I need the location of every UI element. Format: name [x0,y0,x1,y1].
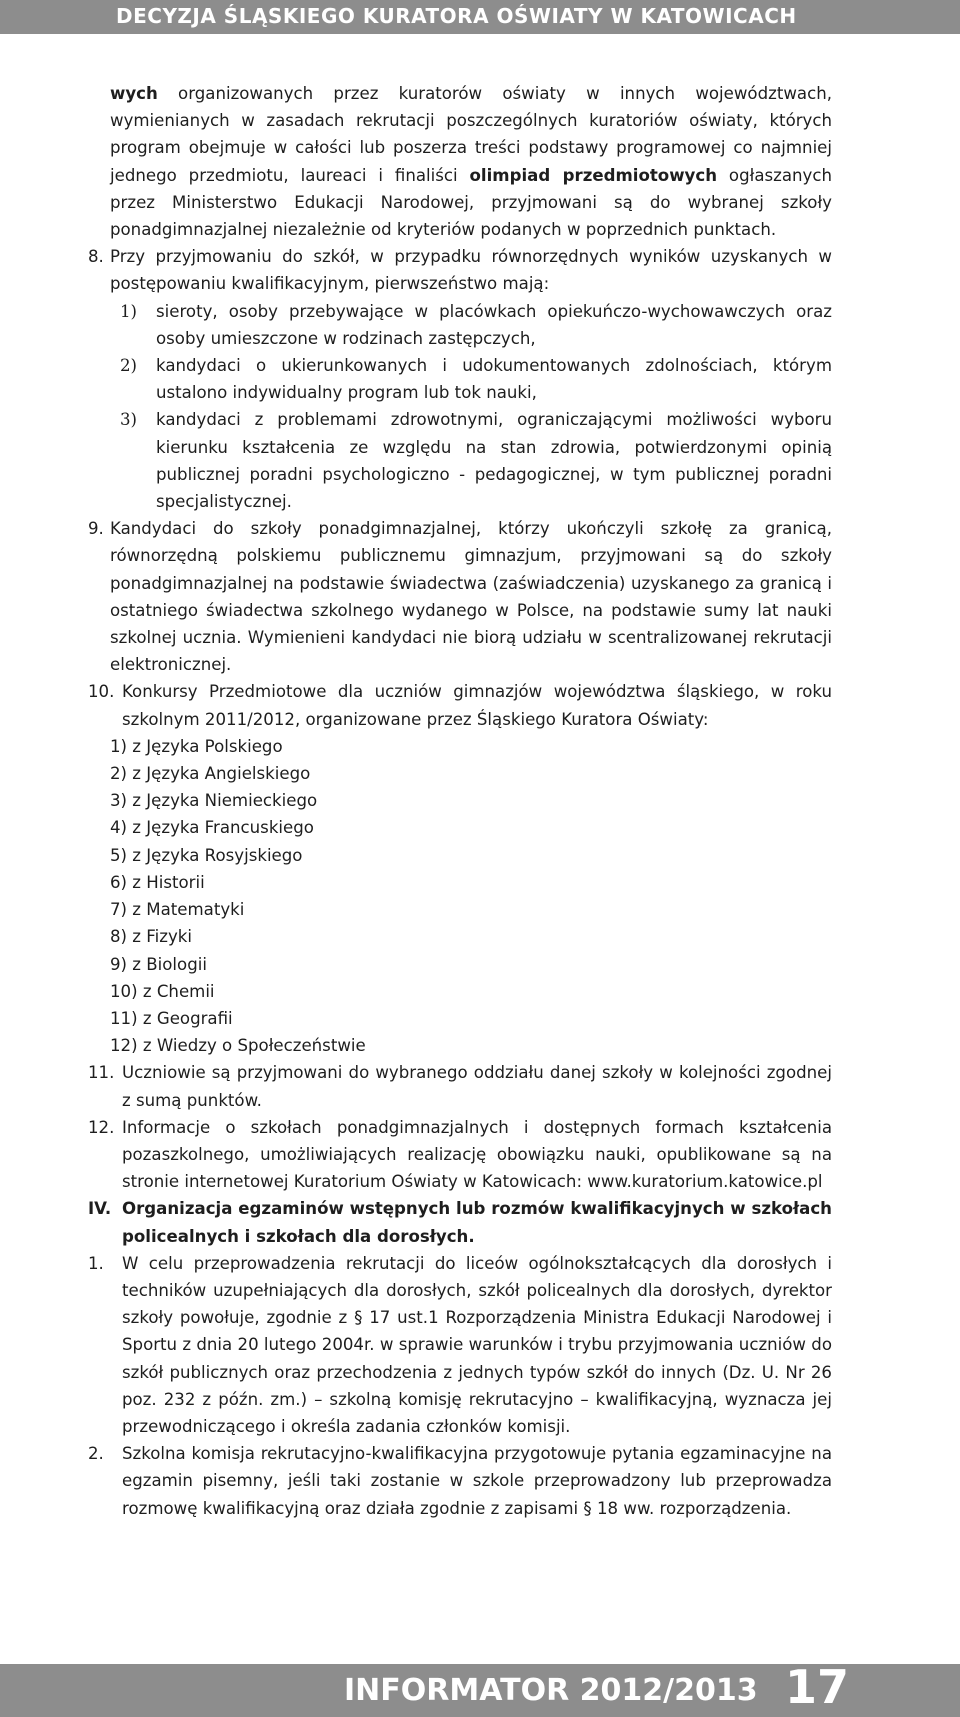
sub-item-1-number: 1) [120,301,138,321]
sub-item-3-number: 3) [120,410,138,430]
sub-item-1-text: sieroty, osoby przebywające w placówkach opiekuńczo-wychowawczych oraz osoby umieszczone w rodzinach zastępczych, [156,301,832,348]
continued-text-1: organizowanych przez kuratorów oświaty w innych województwach, wymienianych w zasadach rekrutacji poszczególnych kuratoriów oświaty, których program obejmuje w całości lub poszerza treści podstawy programowej co najmniej jednego przedmiotu, laureaci i finaliści [110,84,832,185]
list-item-9 [88,515,832,678]
item-12-text: Informacje o szkołach ponadgimnazjalnych i dostępnych formach kształcenia pozaszkolnego, umożliwiających realizację obowiązku nauki, opublikowane są na stronie internetowej Kuratorium Oświaty w Katowicach: www.kuratorium.katowice.pl [122,1117,832,1192]
section-iv-item-2 [88,1440,832,1522]
item-12-number: 12. [88,1117,115,1137]
header-band [0,0,960,34]
section-iv-item-1-number: 1. [88,1253,104,1273]
list-item-8 [88,243,832,515]
continued-bold-olimpiad: olimpiad przedmiotowych [469,165,718,185]
item-8-number: 8. [88,247,104,267]
list-item-10 [88,678,832,732]
footer-title: INFORMATOR 2012/2013 [344,1673,758,1708]
competition-item: 9) z Biologii [110,954,207,974]
section-iv-number: IV. [88,1199,112,1219]
item-9-number: 9. [88,519,104,539]
section-iv-item-2-text: Szkolna komisja rekrutacyjno-kwalifikacyjna przygotowuje pytania egzaminacyjne na egzamin pisemny, jeśli taki zostanie w szkole przeprowadzony lub przeprowadza rozmowę kwalifikacyjną oraz działa zgodnie z zapisami § 18 ww. rozporządzenia. [122,1444,832,1518]
sub-item-2-text: kandydaci o ukierunkowanych i udokumentowanych zdolnościach, którym ustalono indywidualny program lub tok nauki, [156,356,832,403]
document-body [88,80,832,1522]
competition-item: 3) z Języka Niemieckiego [110,791,318,811]
competition-item: 1) z Języka Polskiego [110,736,283,756]
competition-item: 4) z Języka Francuskiego [110,818,314,838]
item-11-number: 11. [88,1063,115,1083]
continued-text-2: ogłaszanych przez Ministerstwo Edukacji Narodowej, przyjmowani są do wybranej szkoły ponadgimnazjalnej niezależnie od kryteriów podanych w poprzednich punktach. [110,165,832,240]
competition-item: 7) z Matematyki [110,900,245,920]
competition-item: 8) z Fizyki [110,927,192,947]
section-iv-item-1 [88,1250,832,1440]
item-9-text: Kandydaci do szkoły ponadgimnazjalnej, którzy ukończyli szkołę za granicą, równorzędną polskiemu publicznemu gimnazjum, przyjmowani są do szkoły ponadgimnazjalnej na podstawie świadectwa (zaświadczenia) uzyskanego za granicą i ostatniego świadectwa szkolnego wydanego w Polsce, na podstawie sumy lat nauki szkolnej ucznia. Wymienieni kandydaci nie biorą udziału w scentralizowanej rekrutacji elektronicznej. [110,519,832,675]
item-8-text: Przy przyjmowaniu do szkół, w przypadku równorzędnych wyników uzyskanych w postępowaniu kwalifikacyjnym, pierwszeństwo mają: [110,247,832,294]
sub-item-3 [110,406,832,515]
sub-item-1 [110,298,832,352]
sub-item-2 [110,352,832,406]
list-item-12 [88,1114,832,1196]
competition-item: 12) z Wiedzy o Społeczeństwie [110,1036,366,1056]
competition-list [88,733,832,1059]
competition-item: 5) z Języka Rosyjskiego [110,845,303,865]
sub-item-2-number: 2) [120,356,138,376]
competition-item: 10) z Chemii [110,981,215,1001]
sub-item-3-text: kandydaci z problemami zdrowotnymi, ograniczającymi możliwości wyboru kierunku kształcenia ze względu na stan zdrowia, potwierdzonymi opinią publicznej poradni psychologiczno - pedagogicznej, w tym publicznej poradni specjalistycznej. [156,410,832,512]
section-iv-heading [88,1195,832,1249]
item-10-number: 10. [88,682,115,702]
competition-item: 11) z Geografii [110,1008,233,1028]
header-title: DECYZJA ŚLĄSKIEGO KURATORA OŚWIATY W KATOWICACH [116,4,797,28]
competition-item: 6) z Historii [110,872,205,892]
page-number: 17 [785,1660,850,1714]
item-10-text: Konkursy Przedmiotowe dla uczniów gimnazjów województwa śląskiego, w roku szkolnym 2011/2012, organizowane przez Śląskiego Kuratora Oświaty: [122,682,832,729]
section-iv-item-2-number: 2. [88,1444,104,1464]
item-11-text: Uczniowie są przyjmowani do wybranego oddziału danej szkoły w kolejności zgodnej z sumą punktów. [122,1063,832,1110]
list-item-11 [88,1059,832,1113]
continued-paragraph [88,80,832,243]
competition-item: 2) z Języka Angielskiego [110,764,311,784]
continued-bold-start: wych [110,84,158,103]
section-iv-item-1-text: W celu przeprowadzenia rekrutacji do liceów ogólnokształcących dla dorosłych i techników uzupełniających dla dorosłych, szkół policealnych dla dorosłych, dyrektor szkoły powołuje, zgodnie z § 17 ust.1 Rozporządzenia Ministra Edukacji Narodowej i Sportu z dnia 20 lutego 2004r. w sprawie warunków i trybu przyjmowania uczniów do szkół publicznych oraz przechodzenia z jednych typów szkół do innych (Dz. U. Nr 26 poz. 232 z późn. zm.) – szkolną komisję rekrutacyjno – kwalifikacyjną, wyznacza jej przewodniczącego i określa zadania członków komisji. [122,1253,832,1436]
section-iv-title: Organizacja egzaminów wstępnych lub rozmów kwalifikacyjnych w szkołach policealnych i szkołach dla dorosłych. [122,1199,832,1246]
